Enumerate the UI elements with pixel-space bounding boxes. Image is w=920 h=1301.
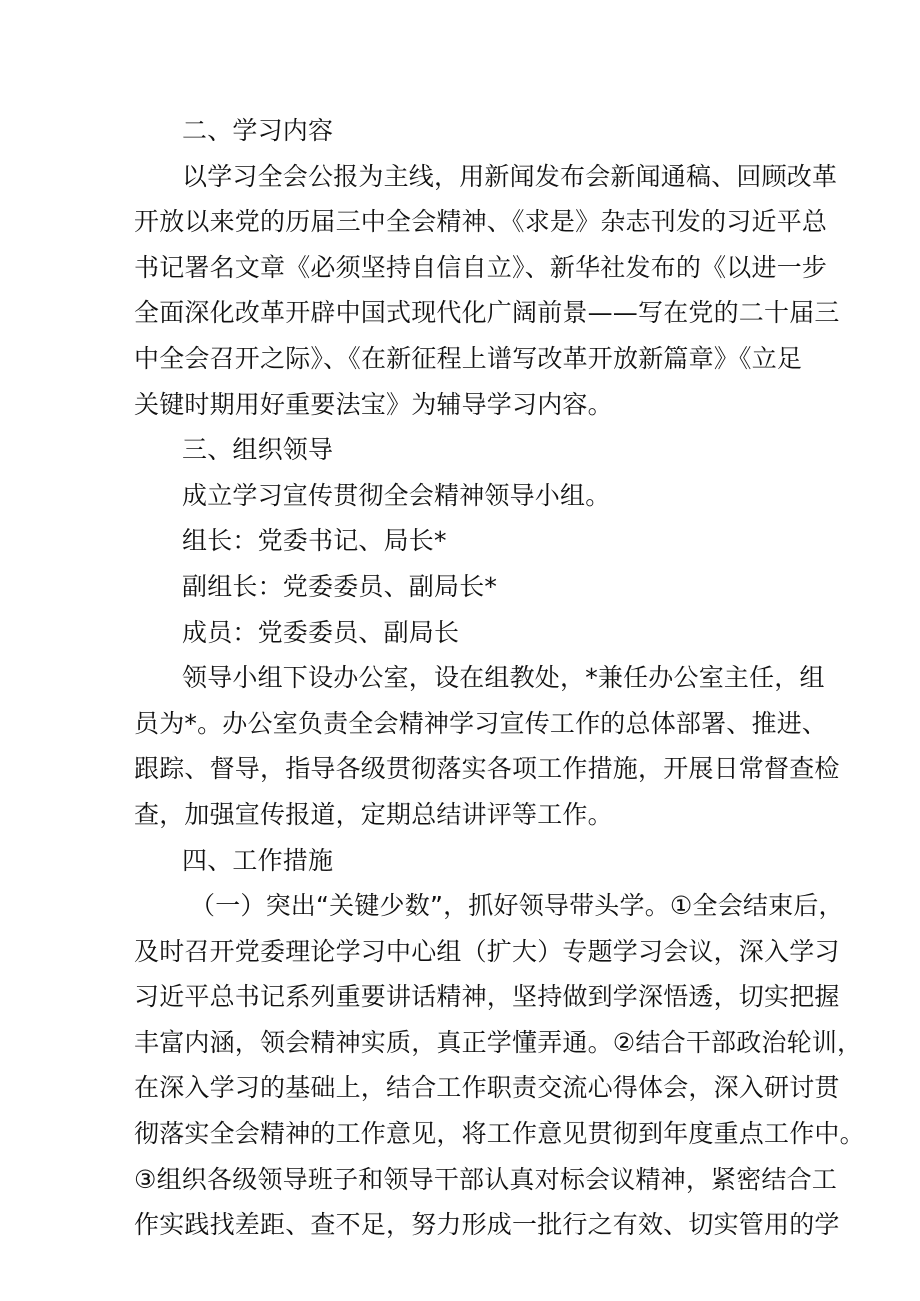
document-body	[134, 108, 865, 1248]
paragraph-line: 习近平总书记系列重要讲话精神，坚持做到学深悟透，切实把握	[134, 982, 840, 1012]
section-heading-study-content: 二、学习内容	[182, 116, 334, 145]
paragraph-line: 关键时期用好重要法宝》为辅导学习内容。	[134, 389, 613, 419]
paragraph-line: 全面深化改革开辟中国式现代化广阔前景——写在党的二十届三	[134, 298, 840, 328]
paragraph-line: 开放以来党的历届三中全会精神、《求是》杂志刊发的习近平总	[134, 207, 828, 237]
paragraph-line: ③组织各级领导班子和领导干部认真对标会议精神，紧密结合工	[134, 1164, 838, 1194]
paragraph-line: 领导小组下设办公室，设在组教处，*兼任办公室主任，组	[182, 663, 825, 693]
team-leader-line: 组长：党委书记、局长*	[182, 526, 447, 556]
paragraph-line: 以学习全会公报为主线，用新闻发布会新闻通稿、回顾改革	[182, 161, 838, 191]
paragraph-line: 在深入学习的基础上，结合工作职责交流心得体会，深入研讨贯	[134, 1073, 840, 1103]
paragraph-line: 彻落实全会精神的工作意见，将工作意见贯彻到年度重点工作中。	[134, 1119, 865, 1149]
members-line: 成员：党委委员、副局长	[182, 617, 460, 647]
paragraph-line: 跟踪、督导，指导各级贯彻落实各项工作措施，开展日常督查检	[134, 754, 840, 784]
paragraph-line: 查，加强宣传报道，定期总结讲评等工作。	[134, 799, 613, 829]
paragraph-line: 丰富内涵，领会精神实质，真正学懂弄通。②结合干部政治轮训，	[134, 1027, 863, 1057]
paragraph-line: 成立学习宣传贯彻全会精神领导小组。	[182, 480, 611, 510]
deputy-leader-line: 副组长：党委委员、副局长*	[182, 571, 498, 601]
subsection-heading-line: （一）突出“关键少数”，抓好领导带头学。①全会结束后，	[190, 891, 844, 921]
paragraph-line: 书记署名文章《必须坚持自信自立》、新华社发布的《以进一步	[134, 252, 828, 282]
section-heading-work-measures: 四、工作措施	[182, 845, 334, 875]
paragraph-line: 及时召开党委理论学习中心组（扩大）专题学习会议，深入学习	[134, 936, 840, 966]
paragraph-line: 中全会召开之际》、《在新征程上谱写改革开放新篇章》《立足	[134, 343, 803, 373]
paragraph-line: 作实践找差距、查不足，努力形成一批行之有效、切实管用的学	[134, 1210, 840, 1240]
section-heading-organization: 三、组织领导	[182, 435, 334, 465]
paragraph-line: 员为*。办公室负责全会精神学习宣传工作的总体部署、推进、	[134, 708, 828, 738]
